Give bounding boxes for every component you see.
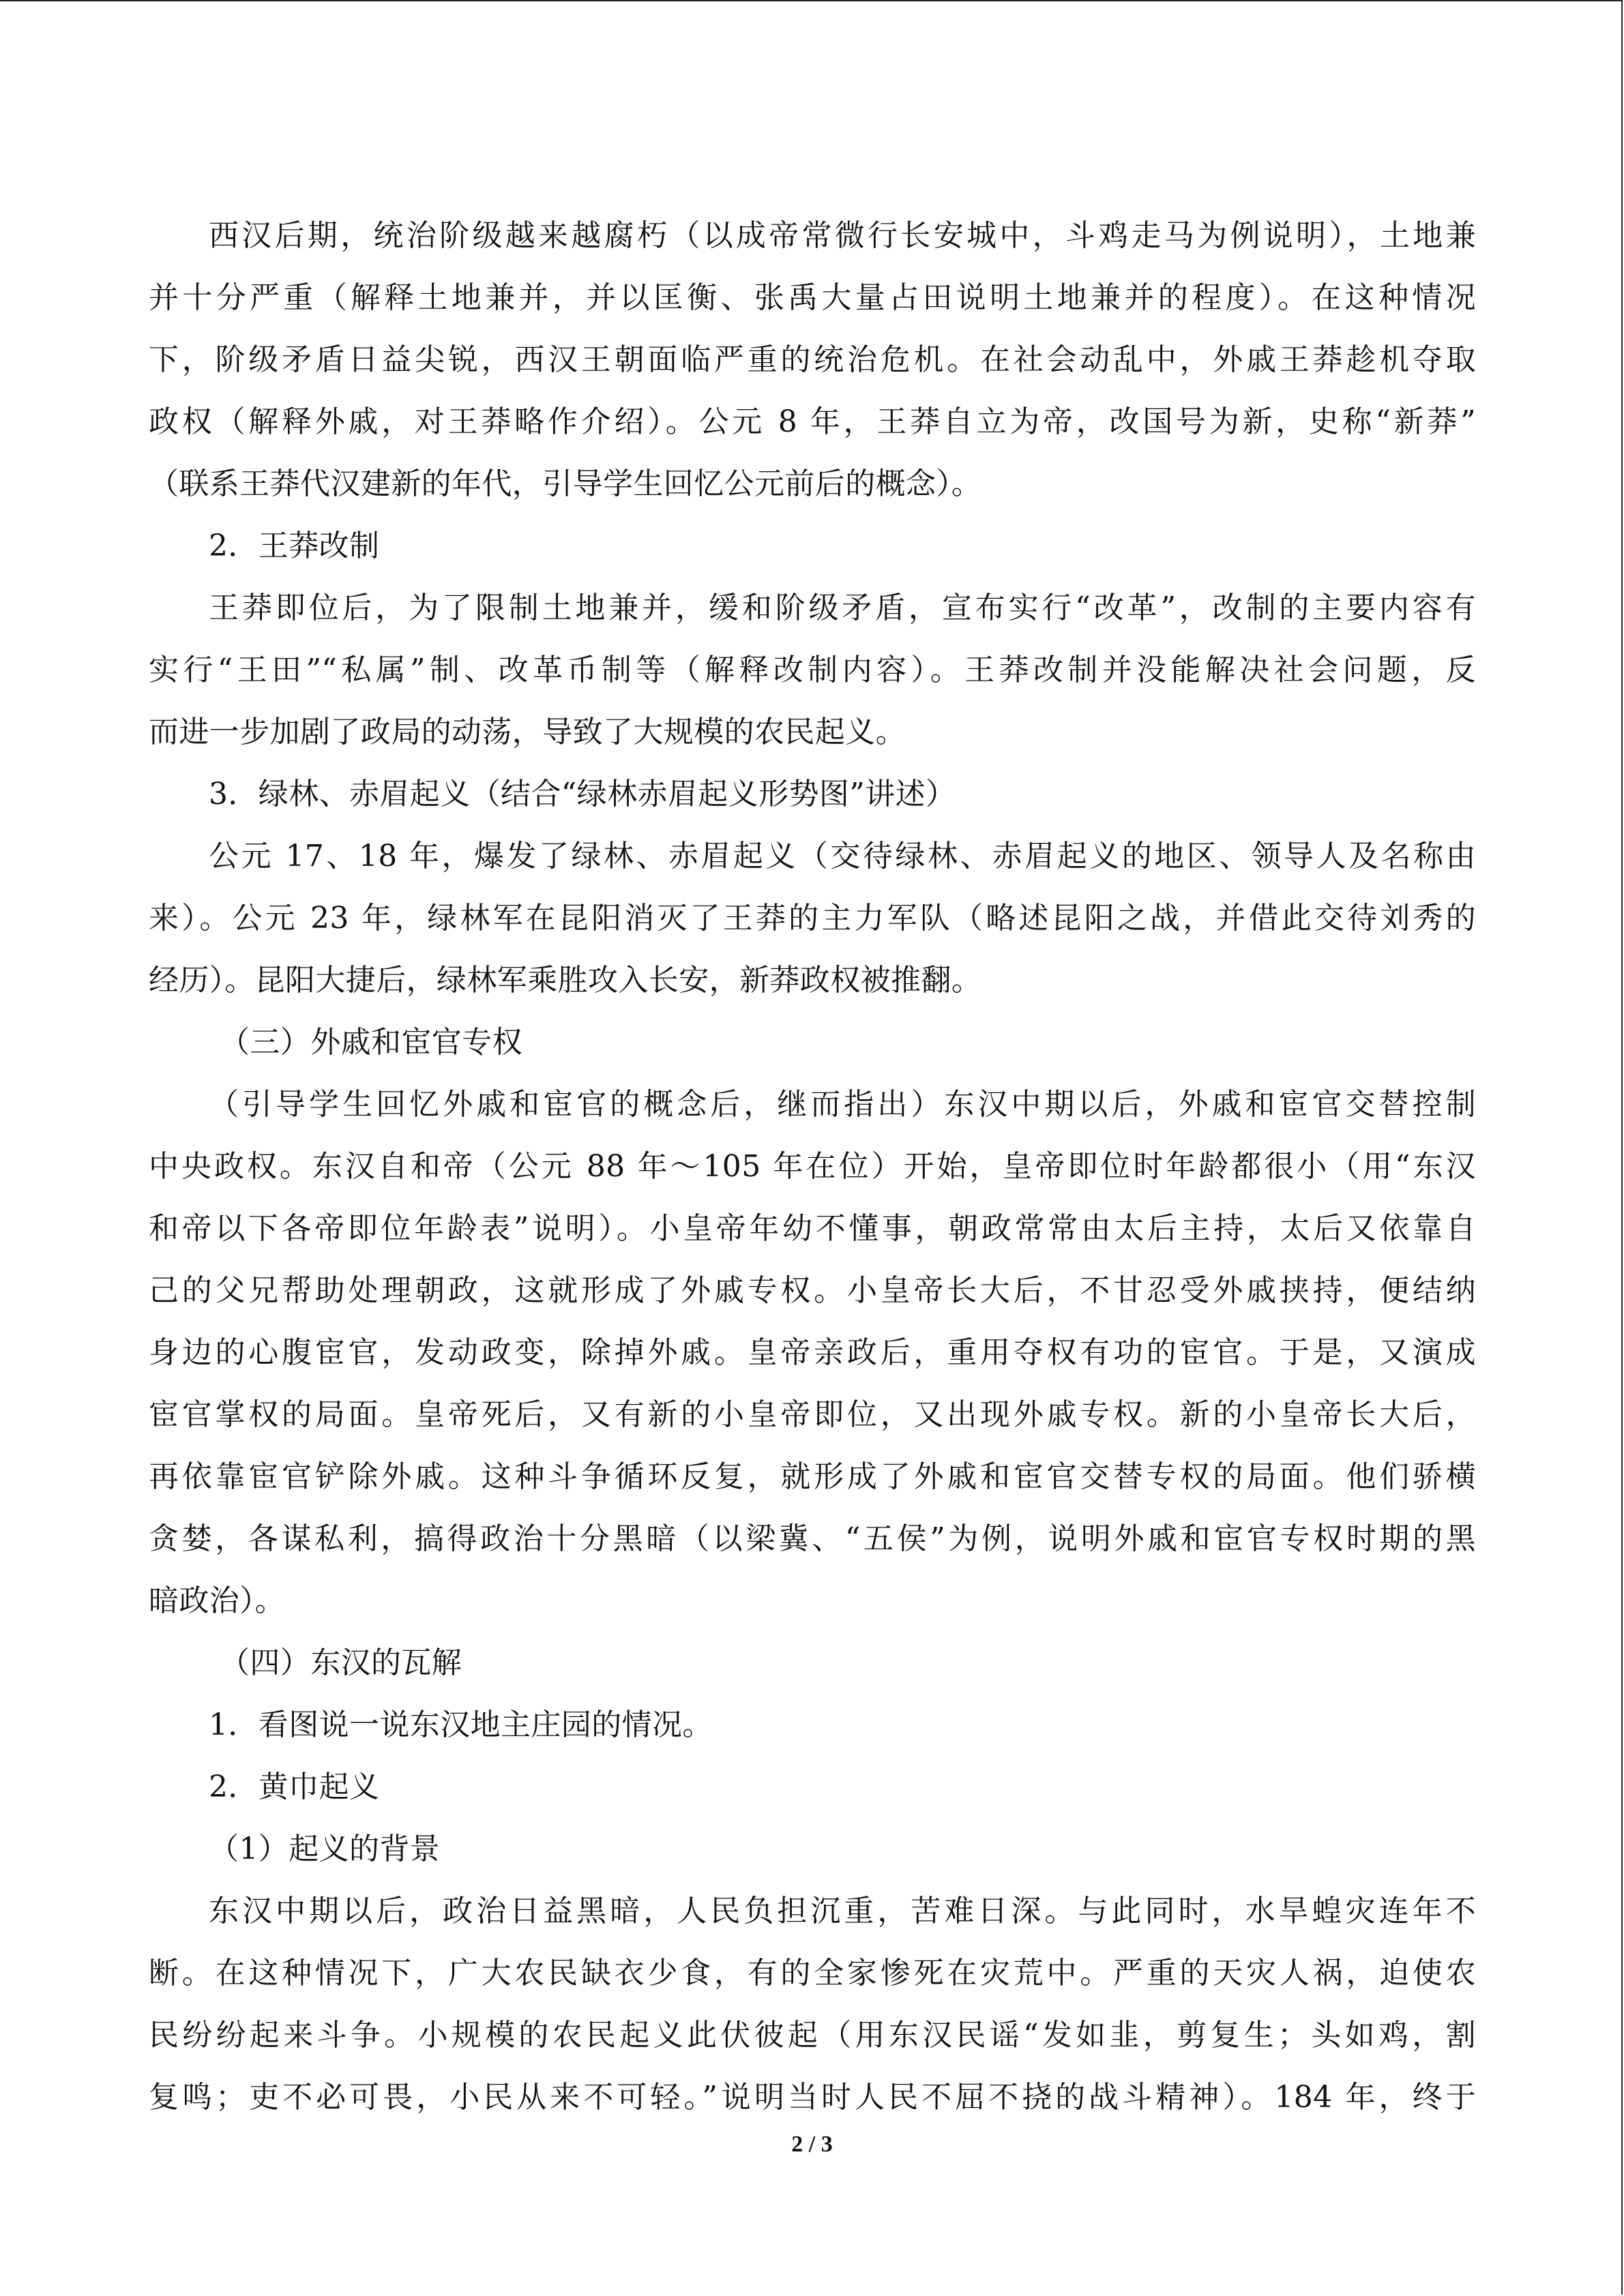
text-line: （1）起义的背景 — [209, 1832, 441, 1866]
text-line: 而进一步加剧了政局的动荡，导致了大规模的农民起义。 — [149, 715, 906, 749]
page-number: 2 / 3 — [791, 2132, 833, 2157]
text-line: 民纷纷起来斗争。小规模的农民起义此伏彼起（用东汉民谣“发如韭，剪复生；头如鸡，割 — [149, 2018, 1476, 2053]
text-line: 3．绿林、赤眉起义（结合“绿林赤眉起义形势图”讲述） — [209, 777, 956, 811]
text-line: 身边的心腹宦官，发动政变，除掉外戚。皇帝亲政后，重用夺权有功的宦官。于是，又演成 — [149, 1335, 1476, 1370]
text-line: 中央政权。东汉自和帝（公元 88 年～105 年在位）开始，皇帝即位时年龄都很小（用“东汉 — [149, 1149, 1476, 1184]
text-line: 再依靠宦官铲除外戚。这种斗争循环反复，就形成了外戚和宦官交替专权的局面。他们骄横 — [149, 1459, 1476, 1494]
document-body — [149, 205, 1476, 2128]
text-line: 政权（解释外戚，对王莽略作介绍）。公元 8 年，王莽自立为帝，改国号为新，史称“新莽” — [149, 404, 1476, 439]
text-line: 和帝以下各帝即位年龄表”说明）。小皇帝年幼不懂事，朝政常常由太后主持，太后又依靠自 — [149, 1211, 1476, 1246]
text-line: 宦官掌权的局面。皇帝死后，又有新的小皇帝即位，又出现外戚专权。新的小皇帝长大后， — [149, 1397, 1476, 1432]
text-line: 1．看图说一说东汉地主庄园的情况。 — [209, 1708, 713, 1742]
text-line: 来）。公元 23 年，绿林军在昆阳消灭了王莽的主力军队（略述昆阳之战，并借此交待刘秀的 — [149, 901, 1476, 936]
text-line: 公元 17、18 年，爆发了绿林、赤眉起义（交待绿林、赤眉起义的地区、领导人及名称由 — [209, 839, 1476, 874]
text-line: （引导学生回忆外戚和宦官的概念后，继而指出）东汉中期以后，外戚和宦官交替控制 — [209, 1087, 1476, 1122]
text-line: 复鸣；吏不必可畏，小民从来不可轻。”说明当时人民不屈不挠的战斗精神）。184 年，终于 — [149, 2080, 1476, 2115]
text-line: （三）外戚和宦官专权 — [220, 1025, 522, 1060]
text-line: （四）东汉的瓦解 — [220, 1645, 462, 1680]
text-line: 2．黄巾起义 — [209, 1770, 380, 1804]
text-line: 东汉中期以后，政治日益黑暗，人民负担沉重，苦难日深。与此同时，水旱蝗灾连年不 — [209, 1894, 1476, 1928]
text-line: 西汉后期，统治阶级越来越腐朽（以成帝常微行长安城中，斗鸡走马为例说明），土地兼 — [209, 218, 1476, 253]
text-line: 2．王莽改制 — [209, 528, 380, 563]
text-line: 暗政治）。 — [149, 1583, 285, 1618]
text-line: 断。在这种情况下，广大农民缺衣少食，有的全家惨死在灾荒中。严重的天灾人祸，迫使农 — [149, 1956, 1476, 1991]
text-line: 己的父兄帮助处理朝政，这就形成了外戚专权。小皇帝长大后，不甘忍受外戚挟持，便结纳 — [149, 1273, 1476, 1308]
text-line: （联系王莽代汉建新的年代，引导学生回忆公元前后的概念）。 — [149, 466, 982, 501]
text-line: 下，阶级矛盾日益尖锐，西汉王朝面临严重的统治危机。在社会动乱中，外戚王莽趁机夺取 — [149, 342, 1476, 377]
text-line: 经历）。昆阳大捷后，绿林军乘胜攻入长安，新莽政权被推翻。 — [149, 963, 982, 998]
text-line: 贪婪，各谋私利，搞得政治十分黑暗（以梁冀、“五侯”为例，说明外戚和宦官专权时期的黑 — [149, 1521, 1476, 1556]
text-line: 并十分严重（解释土地兼并，并以匡衡、张禹大量占田说明土地兼并的程度）。在这种情况 — [149, 280, 1476, 315]
text-line: 王莽即位后，为了限制土地兼并，缓和阶级矛盾，宣布实行“改革”，改制的主要内容有 — [209, 591, 1476, 625]
text-line: 实行“王田”“私属”制、改革币制等（解释改制内容）。王莽改制并没能解决社会问题，反 — [149, 653, 1476, 687]
